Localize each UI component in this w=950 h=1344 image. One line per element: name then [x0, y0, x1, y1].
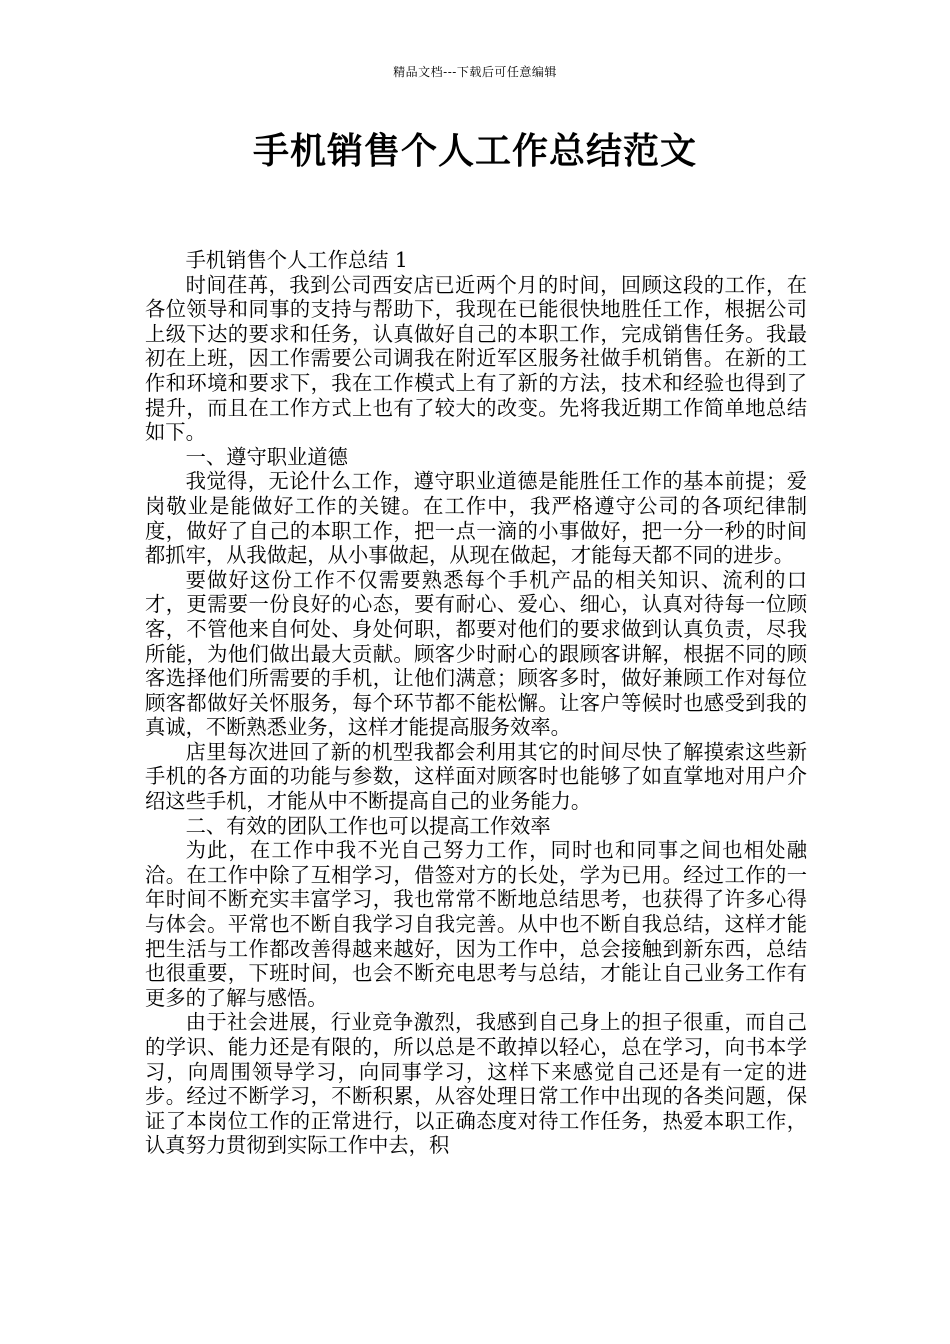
paragraph: 为此，在工作中我不光自己努力工作，同时也和同事之间也相处融洽。在工作中除了互相学习，借签对方的长处，学为已用。经过工作的一年时间不断充实丰富学习，我也常常不断地总结思考，也获得了许多心得与体会。平常也不断自我学习自我完善。从中也不断自我总结，这样才能把生活与工作都改善得越来越好，因为工作中，总会接触到新东西，总结也很重要，下班时间，也会不断充电思考与总结，才能让自己业务工作有更多的了解与感悟。	[145, 838, 807, 1010]
paragraph: 时间荏苒，我到公司西安店已近两个月的时间，回顾这段的工作，在各位领导和同事的支持与帮助下，我现在已能很快地胜任工作，根据公司上级下达的要求和任务，认真做好自己的本职工作，完成销售任务。我最初在上班，因工作需要公司调我在附近军区服务社做手机销售。在新的工作和环境和要求下，我在工作模式上有了新的方法，技术和经验也得到了提升，而且在工作方式上也有了较大的改变。先将我近期工作简单地总结如下。	[145, 272, 807, 445]
section-heading: 二、有效的团队工作也可以提高工作效率	[185, 813, 551, 838]
header-note: 精品文档---下载后可任意编辑	[393, 65, 557, 79]
section-heading: 手机销售个人工作总结 1	[185, 248, 408, 272]
paragraph: 由于社会进展，行业竞争激烈，我感到自己身上的担子很重，而自己的学识、能力还是有限的，所以总是不敢掉以轻心，总在学习，向书本学习，向周围领导学习，向同事学习，这样下来感觉自己还是有一定的进步。经过不断学习，不断积累，从容处理日常工作中出现的各类问题，保证了本岗位工作的正常进行，以正确态度对待工作任务，热爱本职工作，认真努力贯彻到实际工作中去，积	[145, 1010, 807, 1158]
document-body	[145, 248, 807, 1158]
paragraph: 要做好这份工作不仅需要熟悉每个手机产品的相关知识、流利的口才，更需要一份良好的心态，要有耐心、爱心、细心，认真对待每一位顾客，不管他来自何处、身处何职，都要对他们的要求做到认真负责，尽我所能，为他们做出最大贡献。顾客少时耐心的跟顾客讲解，根据不同的顾客选择他们所需要的手机，让他们满意；顾客多时，做好兼顾工作对每位顾客都做好关怀服务，每个环节都不能松懈。让客户等候时也感受到我的真诚，不断熟悉业务，这样才能提高服务效率。	[145, 567, 807, 740]
paragraph: 店里每次进回了新的机型我都会利用其它的时间尽快了解摸索这些新手机的各方面的功能与参数，这样面对顾客时也能够了如直掌地对用户介绍这些手机，才能从中不断提高自己的业务能力。	[145, 739, 807, 814]
section-heading: 一、遵守职业道德	[185, 444, 348, 469]
document-title: 手机销售个人工作总结范文	[252, 131, 697, 172]
paragraph: 我觉得，无论什么工作，遵守职业道德是能胜任工作的基本前提；爱岗敬业是能做好工作的关键。在工作中，我严格遵守公司的各项纪律制度，做好了自己的本职工作，把一点一滴的小事做好，把一分一秒的时间都抓牢，从我做起，从小事做起，从现在做起，才能每天都不同的进步。	[145, 469, 807, 568]
